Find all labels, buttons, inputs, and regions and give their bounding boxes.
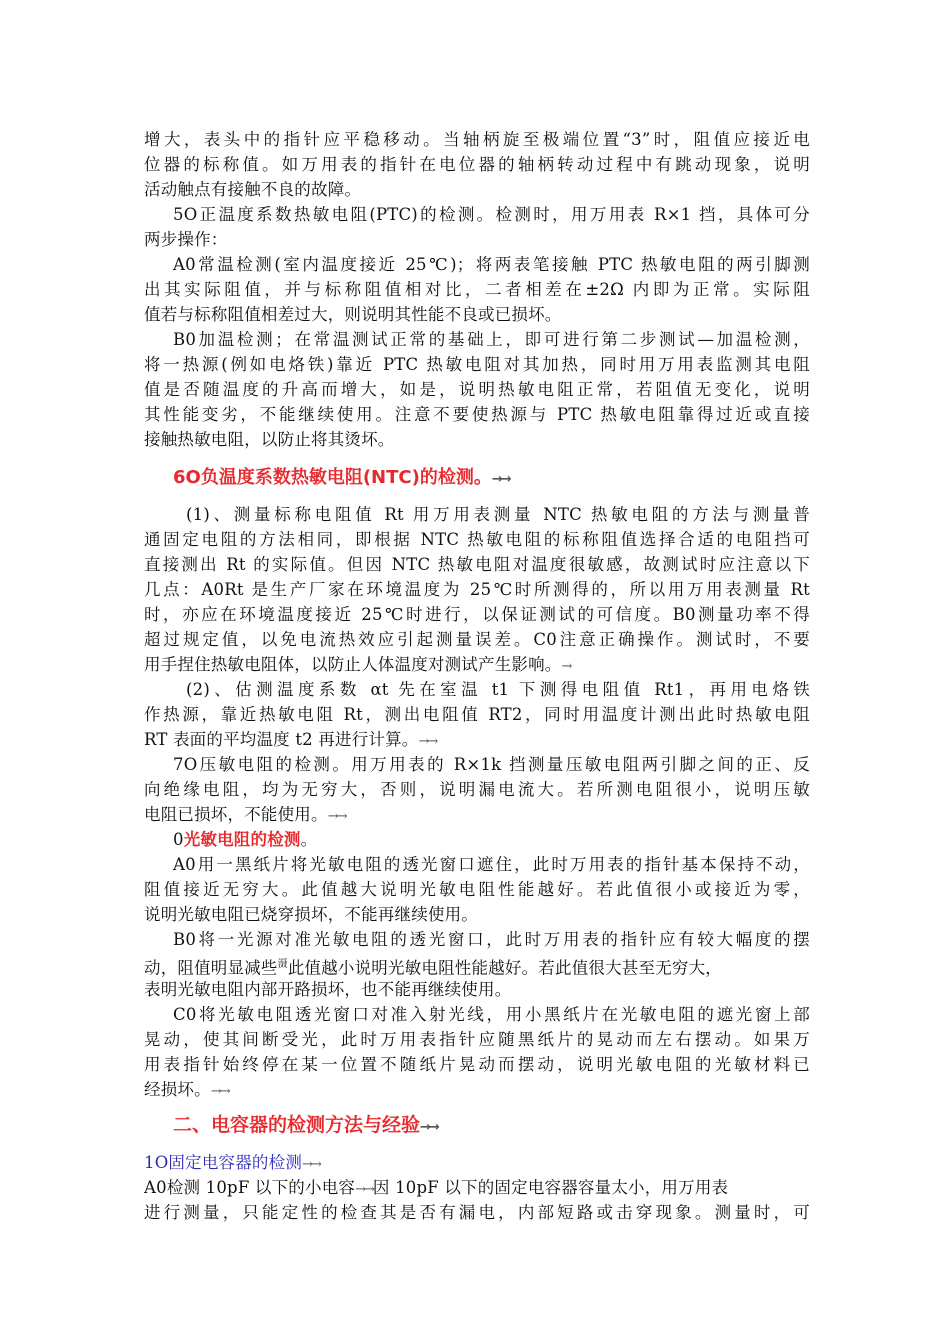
text-line: 阻值接近无穷大。此值越大说明光敏电阻性能越好。若此值很小或接近为零，	[144, 880, 810, 899]
text-line: 晃动，使其间断受光，此时万用表指针应随黑纸片的晃动而左右摆动。如果万	[144, 1030, 810, 1049]
heading-text: 6O负温度系数热敏电阻(NTC)的检测。	[173, 467, 492, 488]
text-line: (2)、估测温度系数 αt 先在室温 t1 下测得电阻值 Rt1，再用电烙铁	[186, 680, 810, 699]
paragraph-mark: →→	[327, 809, 346, 824]
paragraph-mark: →→	[420, 1120, 438, 1135]
text-line: 用表指针始终停在某一位置不随纸片晃动而摆动，说明光敏电阻的光敏材料已	[144, 1055, 810, 1074]
text-line: 进行测量，只能定性的检查其是否有漏电，内部短路或击穿现象。测量时，可	[144, 1203, 810, 1222]
text-line	[144, 1176, 810, 1200]
text-line: 通固定电阻的方法相同，即根据 NTC 热敏电阻的标称阻值选择合适的电阻挡可	[144, 530, 810, 549]
text-line: 时，亦应在环境温度接近 25℃时进行，以保证测试的可信度。B0测量功率不得	[144, 605, 810, 624]
heading-tail: 。	[300, 830, 318, 849]
text-line: 几点：A0Rt 是生产厂家在环境温度为 25℃时所测得的，所以用万用表测量 Rt	[144, 580, 810, 599]
section-heading-capacitor	[173, 1113, 438, 1140]
heading-number: 0	[173, 830, 184, 849]
heading-text: 二、电容器的检测方法与经验	[173, 1114, 421, 1136]
text-line: 接触热敏电阻，以防止将其烫坏。	[144, 430, 395, 449]
text-span: RT 表面的平均温度 t2 再进行计算。	[144, 730, 419, 749]
text-line: B0将一光源对准光敏电阻的透光窗口，此时万用表的指针应有较大幅度的摆	[173, 930, 810, 949]
section-heading-ntc	[173, 466, 510, 492]
text-line: B0加温检测；在常温测试正常的基础上，即可进行第二步测试—加温检测，	[173, 330, 810, 349]
text-line: 活动触点有接触不良的故障。	[144, 180, 362, 199]
paragraph-mark: →→	[418, 734, 437, 749]
heading-text: 光敏电阻的检测	[183, 830, 301, 849]
text-line	[144, 728, 810, 752]
text-span: 电阻已损坏，不能使用。	[144, 805, 328, 824]
text-line: 5O正温度系数热敏电阻(PTC)的检测。检测时，用万用表 R×1 挡，具体可分	[173, 205, 810, 224]
text-line: C0将光敏电阻透光窗口对准入射光线，用小黑纸片在光敏电阻的遮光窗上部	[173, 1005, 810, 1024]
text-span: 动，阻值明显减些	[144, 958, 278, 978]
text-line: 直接测出 Rt 的实际值。但因 NTC 热敏电阻对温度很敏感，故测试时应注意以下	[144, 555, 810, 574]
text-line: 其性能变劣，不能继续使用。注意不要使热源与 PTC 热敏电阻靠得过近或直接	[144, 405, 810, 424]
text-line: 7O压敏电阻的检测。用万用表的 R×1k 挡测量压敏电阻两引脚之间的正、反	[173, 755, 810, 774]
paragraph-mark: →→	[302, 1157, 320, 1172]
text-line: 值若与标称阻值相差过大，则说明其性能不良或已损坏。	[144, 305, 562, 324]
inline-mark: 滠	[277, 959, 288, 970]
text-line: 作热源，靠近热敏电阻 Rt，测出电阻值 RT2，同时用温度计测出此时热敏电阻	[144, 705, 810, 724]
paragraph-mark: →	[561, 659, 571, 674]
text-line: 说明光敏电阻已烧穿损坏，不能再继续使用。	[144, 905, 478, 924]
text-line: 位器的标称值。如万用表的指针在电位器的轴柄转动过程中有跳动现象，说明	[144, 155, 810, 174]
text-line: 向绝缘电阻，均为无穷大，否则，说明漏电流大。若所测电阻很小，说明压敏	[144, 780, 810, 799]
text-line: A0用一黑纸片将光敏电阻的透光窗口遮住，此时万用表的指针基本保持不动，	[173, 855, 810, 874]
text-line	[144, 653, 810, 677]
text-line: A0常温检测(室内温度接近 25℃)；将两表笔接触 PTC 热敏电阻的两引脚测	[173, 255, 810, 274]
text-line: 两步操作：	[144, 230, 228, 249]
text-span: 经损坏。	[144, 1080, 211, 1099]
text-line: (1)、测量标称电阻值 Rt 用万用表测量 NTC 热敏电阻的方法与测量普	[186, 505, 810, 524]
text-span: 因 10pF 以下的固定电容器容量太小，用万用表	[372, 1178, 729, 1197]
heading-text: 1O固定电容器的检测	[144, 1153, 303, 1172]
text-line: 表明光敏电阻内部开路损坏，也不能再继续使用。	[144, 980, 512, 999]
text-span: A0检测 10pF 以下的小电容	[144, 1178, 356, 1197]
paragraph-mark: →→	[491, 472, 510, 487]
paragraph-mark: →→	[210, 1084, 229, 1099]
text-span: 用手捏住热敏电阻体，以防止人体温度对测试产生影响。	[144, 655, 562, 674]
text-span: 此值越小说明光敏电阻性能越好。若此值很大甚至无穷大，	[287, 958, 723, 978]
text-line	[144, 953, 810, 977]
text-line	[144, 803, 810, 827]
text-line: 增大，表头中的指针应平稳移动。当轴柄旋至极端位置“3”时，阻值应接近电	[144, 130, 810, 149]
text-line: 出其实际阻值，并与标称阻值相对比，二者相差在±2Ω 内即为正常。实际阻	[144, 280, 810, 299]
paragraph-mark: →→	[355, 1182, 373, 1197]
text-line: 将一热源(例如电烙铁)靠近 PTC 热敏电阻对其加热，同时用万用表监测其电阻	[144, 355, 810, 374]
text-line	[144, 1078, 810, 1102]
text-line: 超过规定值，以免电流热效应引起测量误差。C0注意正确操作。测试时，不要	[144, 630, 810, 649]
subsection-heading-photoresistor	[173, 828, 810, 852]
subsection-heading-fixed-capacitor	[144, 1151, 810, 1175]
text-line: 值是否随温度的升高而增大，如是，说明热敏电阻正常，若阻值无变化，说明	[144, 380, 810, 399]
